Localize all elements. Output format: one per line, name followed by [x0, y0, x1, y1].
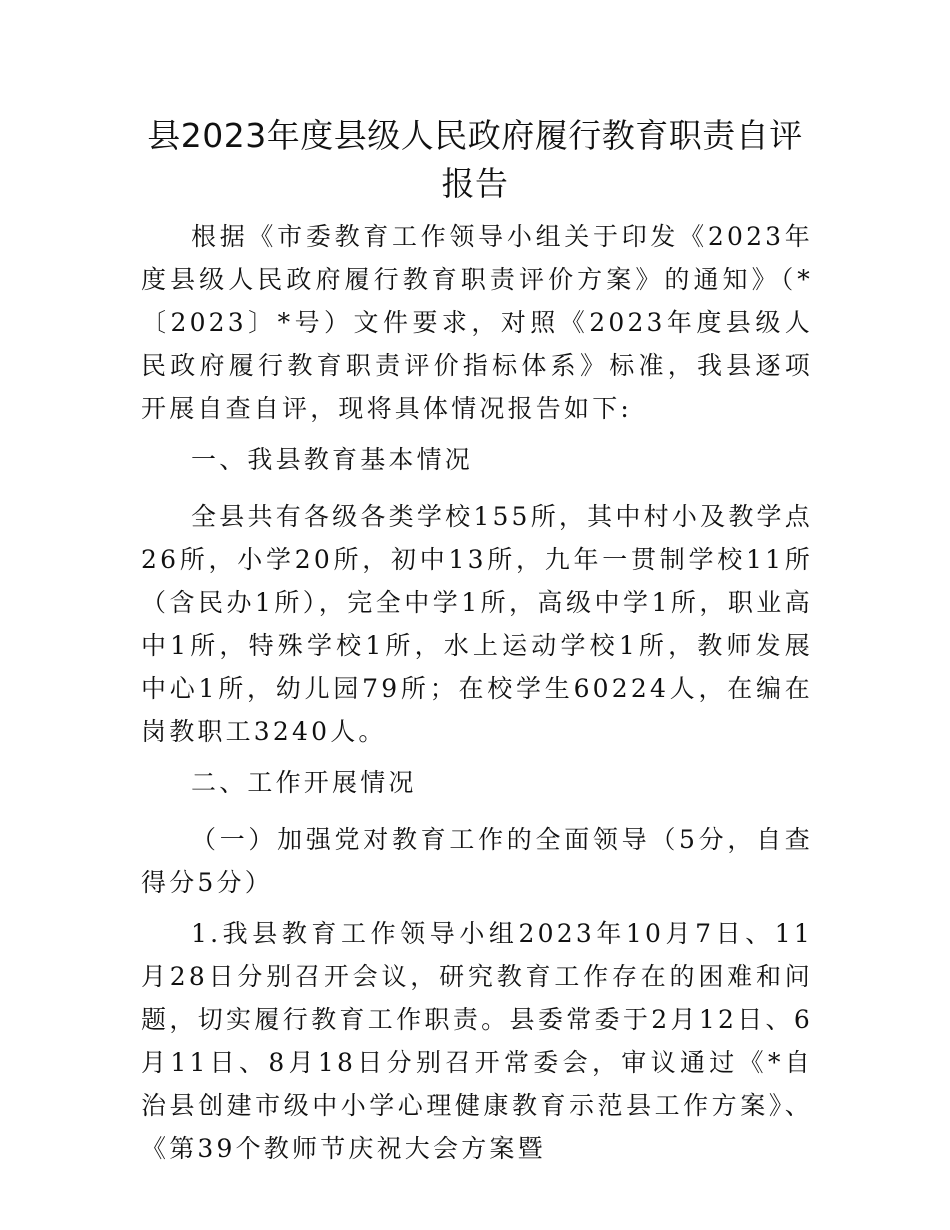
- document-title: 县2023年度县级人民政府履行教育职责自评报告: [147, 116, 803, 203]
- intro-paragraph: 根据《市委教育工作领导小组关于印发《2023年度县级人民政府履行教育职责评价方案》的通知》（*〔2023〕*号）文件要求，对照《2023年度县级人民政府履行教育职责评价指标体系》标准，我县逐项开展自查自评，现将具体情况报告如下:: [141, 222, 813, 423]
- document-body: [141, 215, 813, 1178]
- section-heading-basic-situation: 一、我县教育基本情况: [191, 445, 474, 474]
- subsection-heading-party-leadership: （一）加强党对教育工作的全面领导（5分，自查得分5分）: [141, 825, 813, 897]
- party-leadership-paragraph: 1.我县教育工作领导小组2023年10月7日、11月28日分别召开会议，研究教育工作存在的困难和问题，切实履行教育工作职责。县委常委于2月12日、6月11日、8月18日分别召开常委会，审议通过《*自治县创建市级中小学心理健康教育示范县工作方案》、《第39个教师节庆祝大会方案暨: [141, 919, 813, 1163]
- basic-situation-paragraph: 全县共有各级各类学校155所，其中村小及教学点26所，小学20所，初中13所，九年一贯制学校11所（含民办1所），完全中学1所，高级中学1所，职业高中1所，特殊学校1所，水上运动学校1所，教师发展中心1所，幼儿园79所；在校学生60224人，在编在岗教职工3240人。: [141, 502, 813, 746]
- section-heading-work-progress: 二、工作开展情况: [191, 768, 417, 797]
